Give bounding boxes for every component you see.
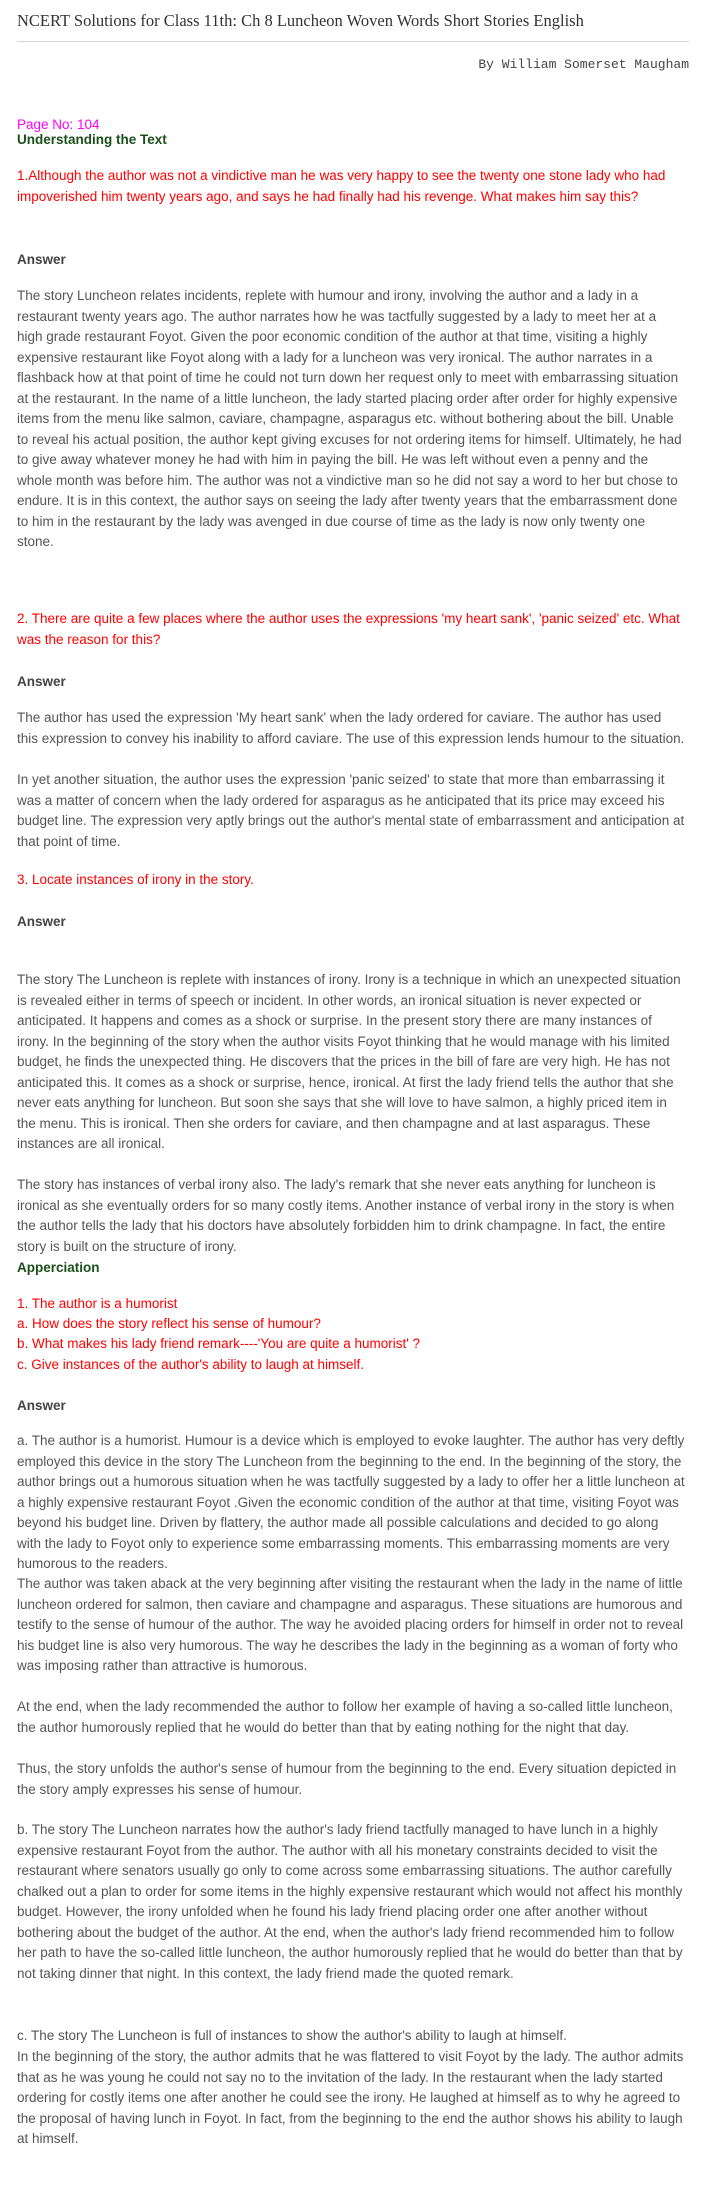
answer-c-para-1: c. The story The Luncheon is full of instances to show the author's ability to laugh at himself. [17, 2028, 567, 2043]
title-divider [17, 41, 689, 42]
section-heading-apperciation: Apperciation [17, 1260, 100, 1275]
question-humorist-c: c. Give instances of the author's ability to laugh at himself. [17, 1357, 365, 1372]
section-heading-understanding: Understanding the Text [17, 132, 167, 147]
answer-label-4: Answer [17, 1398, 66, 1413]
answer-c-para-2: In the beginning of the story, the author admits that he was flattered to visit Foyot by the lady. The author admits that as he was young he could not say no to the invitation of the lady. In the restaurant when the lady started ordering for costly items one after another he could see the irony. He laughed at himself as to why he agreed to the proposal of having lunch in Foyot. In fact, from the beginning to the end the author shows his ability to laugh at himself. [17, 2049, 684, 2146]
answer-label-2: Answer [17, 674, 66, 689]
question-1: 1.Although the author was not a vindictive man he was very happy to see the twenty one stone lady who had impoverished him twenty years ago, and says he had finally had his revenge. What makes him say this? [17, 168, 666, 204]
answer-1-text: The story Luncheon relates incidents, replete with humour and irony, involving the author and a lady in a restaurant twenty years ago. The author narrates how he was tactfully suggested by a lady to meet her at a high grade restaurant Foyot. Given the poor economic condition of the author at that time, visiting a highly expensive restaurant like Foyot along with a lady for a luncheon was very ironical. The author narrates in a flashback how at that point of time he could not turn down her request only to meet with embarrassing situation at the restaurant. In the name of a little luncheon, the lady started placing order after order for highly expensive items from the menu like salmon, caviare, champagne, asparagus etc. without bothering about the bill. Unable to reveal his actual position, the author kept giving excuses for not ordering items for himself. Ultimately, he had to give away whatever money he had with him in paying the bill. He was left without even a penny and the whole month was before him. The author was not a vindictive man so he did not say a word to her but chose to endure. It is in this context, the author says on seeing the lady after twenty years that the embarrassment done to him in the restaurant by the lady was avenged in due course of time as the lady is now only twenty one stone. [17, 288, 682, 549]
answer-a-para-1: a. The author is a humorist. Humour is a device which is employed to evoke laughter. The author has very deftly employed this device in the story The Luncheon from the beginning to the end. In the beginning of the story, the author brings out a humorous situation when he was tactfully suggested by a lady to offer her a little luncheon at a highly expensive restaurant Foyot .Given the economic condition of the author at that time, visiting Foyot was beyond his budget line. Driven by flattery, the author made all possible calculations and decided to go along with the lady to Foyot only to experience some embarrassing moments. This embarrassing moments are very humorous to the readers. [17, 1433, 685, 1571]
question-humorist-a: a. How does the story reflect his sense of humour? [17, 1316, 321, 1331]
answer-b-para: b. The story The Luncheon narrates how the author's lady friend tactfully managed to have lunch in a highly expensive restaurant Foyot from the author. The author with all his monetary constraints decided to visit the restaurant where senators usually go only to come across some embarrassing situations. The author carefully chalked out a plan to order for some items in the highly expensive restaurant which would not affect his monthly budget. However, the irony unfolded when he found his lady friend placing order one after another without bothering about the budget of the author. At the end, when the author's lady friend recommended him to follow her path to have the so-called little luncheon, the author humorously replied that he would do better than that by not taking dinner that night. In this context, the lady friend made the quoted remark. [17, 1822, 683, 1981]
answer-2-para-1: The author has used the expression 'My heart sank' when the lady ordered for caviare. The author has used this expression to convey his inability to afford caviare. The use of this expression lends humour to the situation. [17, 710, 685, 746]
author-byline: By William Somerset Maugham [478, 57, 689, 72]
question-2: 2. There are quite a few places where the author uses the expressions 'my heart sank', 'panic seized' etc. What was the reason for this? [17, 611, 680, 647]
question-humorist-b: b. What makes his lady friend remark----'You are quite a humorist' ? [17, 1336, 421, 1351]
answer-a-para-4: Thus, the story unfolds the author's sense of humour from the beginning to the end. Every situation depicted in the story amply expresses his sense of humour. [17, 1761, 677, 1797]
answer-label-3: Answer [17, 914, 66, 929]
page-number: Page No: 104 [17, 117, 100, 132]
question-3: 3. Locate instances of irony in the story. [17, 872, 254, 887]
document-title: NCERT Solutions for Class 11th: Ch 8 Luncheon Woven Words Short Stories English [17, 11, 584, 30]
answer-a-para-2: The author was taken aback at the very beginning after visiting the restaurant when the lady in the name of little luncheon ordered for salmon, then caviare and champagne and asparagus. These situations are humorous and testify to the sense of humour of the author. The way he avoided placing orders for himself in order not to reveal his budget line is also very humorous. The way he describes the lady in the beginning as a woman of forty who was imposing rather than attractive is humorous. [17, 1576, 684, 1673]
question-humorist: 1. The author is a humorist [17, 1296, 178, 1311]
answer-label-1: Answer [17, 252, 66, 267]
answer-2-para-2: In yet another situation, the author uses the expression 'panic seized' to state that more than embarrassing it was a matter of concern when the lady ordered for asparagus as he anticipated that its price may exceed his budget line. The expression very aptly brings out the author's mental state of embarrassment and anticipation at that point of time. [17, 772, 685, 849]
answer-3-para-1: The story The Luncheon is replete with instances of irony. Irony is a technique in which an unexpected situation is revealed either in terms of speech or incident. In other words, an ironical situation is never expected or anticipated. It happens and comes as a shock or surprise. In the present story there are many instances of irony. In the beginning of the story when the author visits Foyot thinking that he would manage with his limited budget, he finds the unexpected thing. He discovers that the prices in the bill of fare are very high. He has not anticipated this. It comes as a shock or surprise, hence, ironical. At first the lady friend tells the author that she never eats anything for luncheon. But soon she says that she will love to have salmon, a highly priced item in the menu. This is ironical. Then she orders for caviare, and then champagne and at last asparagus. These instances are all ironical. [17, 972, 681, 1151]
answer-3-para-2: The story has instances of verbal irony also. The lady's remark that she never eats anything for luncheon is ironical as she eventually orders for so many costly items. Another instance of verbal irony in the story is when the author tells the lady that his doctors have absolutely forbidden him to drink champagne. In fact, the entire story is built on the structure of irony. [17, 1177, 675, 1254]
answer-a-para-3: At the end, when the lady recommended the author to follow her example of having a so-called little luncheon, the author humorously replied that he would do better than that by eating nothing for the night that day. [17, 1699, 673, 1735]
